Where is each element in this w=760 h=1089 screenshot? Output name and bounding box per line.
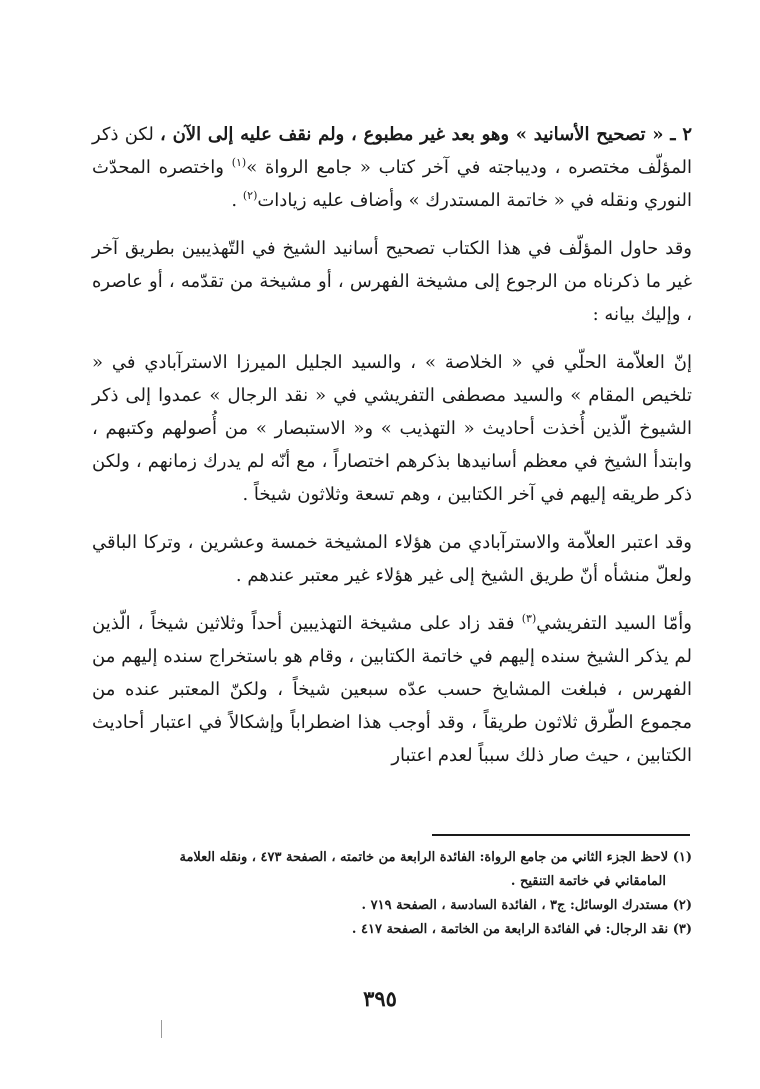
- footnote-separator: [432, 834, 690, 836]
- paragraph-1: [92, 118, 692, 217]
- paragraph-3-text: إنّ العلاّمة الحلّي في « الخلاصة » ، والسيد الجليل الميرزا الاسترآبادي في « تلخيص المقام » والسيد مصطفى التفريشي في « نقد الرجال » عمدوا إلى ذكر الشيوخ الّذين أُخذت أحاديث « التهذيب » و« الاستبصار » من أُصولهم وكتبهم ، وابتدأ الشيخ في معظم أسانيدها بذكرهم اختصاراً ، مع أنّه لم يدرك زمانهم ، ولكن ذكر طريقه إليهم في آخر الكتابين ، وهم تسعة وثلاثون شيخاً .: [92, 352, 692, 505]
- paragraph-1-text-c: .: [231, 190, 243, 211]
- paragraph-5: [92, 607, 692, 772]
- paragraph-3: [92, 346, 692, 511]
- page-number: ٣٩٥: [363, 986, 397, 1011]
- footnote-1: (١) لاحظ الجزء الثاني من جامع الرواة: الفائدة الرابعة من خاتمته ، الصفحة ٤٧٣ ، ونقله العلامة: [179, 850, 692, 865]
- footnote-ref-1: (١): [231, 156, 247, 169]
- footnote-ref-2: (٢): [242, 189, 258, 202]
- paragraph-1-text-b: واختصره المحدّث النوري ونقله في « خاتمة المستدرك » وأضاف عليه زيادات: [92, 157, 692, 211]
- paragraph-2: [92, 232, 692, 331]
- footnote-2: (٢) مستدرك الوسائل: ج٣ ، الفائدة السادسة ، الصفحة ٧١٩ .: [361, 898, 692, 913]
- paragraph-4-text: وقد اعتبر العلاّمة والاسترآبادي من هؤلاء المشيخة خمسة وعشرين ، وتركا الباقي ولعلّ منشأه أنّ طريق الشيخ إلى غير هؤلاء غير معتبر عندهم .: [92, 532, 692, 586]
- footnotes: [96, 846, 692, 942]
- footnote-3: (٣) نقد الرجال: في الفائدة الرابعة من الخاتمة ، الصفحة ٤١٧ .: [351, 922, 692, 937]
- paragraph-1-heading: ٢ ـ « تصحيح الأسانيد » وهو بعد غير مطبوع ، ولم نقف عليه إلى الآن ،: [160, 124, 692, 145]
- scan-artifact-line: [161, 1020, 162, 1038]
- main-text-body: [92, 118, 692, 787]
- footnote-1-continuation: المامقاني في خاتمة التنقيح .: [510, 874, 666, 889]
- paragraph-1-text-a: لكن ذكر المؤلّف مختصره ، وديباجته في آخر كتاب « جامع الرواة »: [92, 124, 692, 178]
- paragraph-5-text-b: فقد زاد على مشيخة التهذيبين أحداً وثلاثين شيخاً ، الّذين لم يذكر الشيخ سنده إليهم في خاتمة الكتابين ، وقام هو باستخراج سنده إليهم من الفهرس ، فبلغت المشايخ حسب عدّه سبعين شيخاً ، ولكنّ المعتبر عنده من مجموع الطّرق ثلاثون طريقاً ، وقد أوجب هذا اضطراباً وإشكالاً في اعتبار أحاديث الكتابين ، حيث صار ذلك سبباً لعدم اعتبار: [92, 613, 692, 766]
- footnote-ref-3: (٣): [521, 612, 537, 625]
- paragraph-2-text: وقد حاول المؤلّف في هذا الكتاب تصحيح أسانيد الشيخ في التّهذيبين بطريق آخر غير ما ذكرناه من الرجوع إلى مشيخة الفهرس ، أو مشيخة من تقدّمه ، أو عاصره ، وإليك بيانه :: [92, 238, 692, 325]
- paragraph-5-text-a: وأمّا السيد التفريشي: [536, 613, 692, 634]
- paragraph-4: [92, 526, 692, 592]
